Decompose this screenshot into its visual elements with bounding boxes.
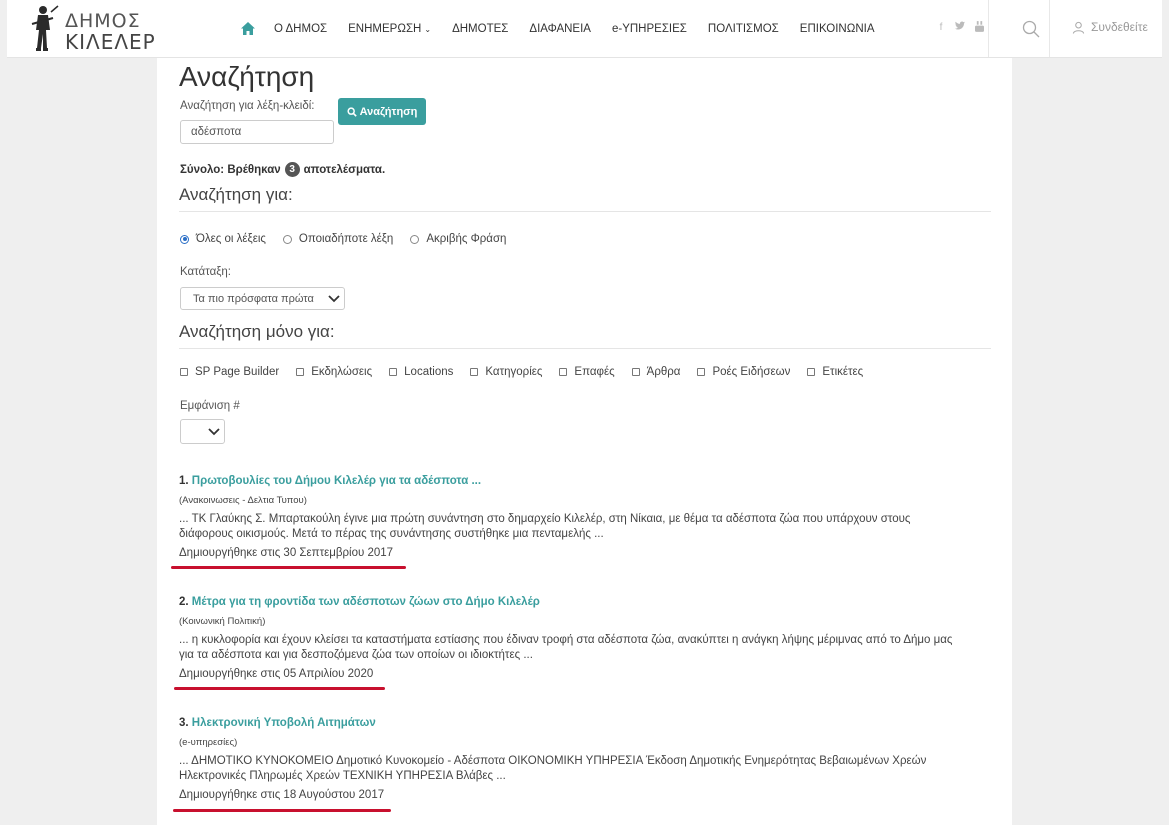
area-newsfeeds[interactable]	[697, 366, 790, 378]
area-events[interactable]	[296, 366, 372, 378]
result-number: 3.	[179, 717, 189, 729]
result-category: (e-υπηρεσίες)	[179, 737, 238, 748]
area-sp-page-builder[interactable]	[180, 366, 279, 378]
results-total	[180, 162, 385, 177]
area-articles[interactable]	[632, 366, 681, 378]
radio-exact-phrase[interactable]	[410, 233, 506, 245]
nav-item-enimerosi[interactable]	[348, 23, 431, 35]
search-button[interactable]	[338, 98, 426, 125]
ordering-select[interactable]	[180, 287, 345, 310]
area-categories[interactable]	[470, 366, 542, 378]
checkbox[interactable]	[559, 368, 567, 376]
red-underline-annotation	[173, 809, 391, 812]
snippet-line: ... η κυκλοφορία και έχουν κλείσει τα καταστήματα εστίασης που έδιναν τροφή στα αδέσποτα ζώα, ανακύπτει η ανάγκη λήψης μέριμνας από το Δήμο μας	[179, 634, 953, 646]
result-snippet	[179, 633, 999, 663]
result-number: 1.	[179, 475, 189, 487]
checkbox-label: Κατηγορίες	[485, 366, 543, 378]
radio-button[interactable]	[283, 235, 292, 244]
search-result	[179, 475, 999, 561]
checkbox[interactable]	[470, 368, 478, 376]
login-label: Συνδεθείτε	[1091, 20, 1148, 34]
nav-item-politismos[interactable]: ΠΟΛΙΤΙΣΜΟΣ	[707, 22, 779, 35]
main-content	[157, 58, 1012, 825]
area-contacts[interactable]	[559, 366, 614, 378]
nav-item-dimotes[interactable]: ΔΗΜΟΤΕΣ	[452, 22, 509, 35]
nav-item-e-ypiresies[interactable]: e-ΥΠΗΡΕΣΙΕΣ	[611, 22, 687, 35]
twitter-icon[interactable]	[955, 21, 965, 34]
radio-button[interactable]	[180, 235, 189, 244]
header-divider	[988, 0, 989, 57]
search-result	[179, 596, 999, 682]
search-result	[179, 717, 999, 803]
display-limit-select[interactable]	[180, 419, 225, 444]
result-category: (Ανακοινωσεις - Δελτια Τυπου)	[179, 495, 307, 506]
main-nav	[240, 0, 896, 57]
search-for-heading: Αναζήτηση για:	[179, 185, 293, 204]
display-limit-label: Εμφάνιση #	[180, 400, 240, 412]
checkbox-label: SP Page Builder	[195, 366, 280, 378]
result-link[interactable]: Ηλεκτρονική Υποβολή Αιτημάτων	[191, 717, 376, 729]
search-icon[interactable]	[1022, 20, 1040, 38]
checkbox[interactable]	[180, 368, 188, 376]
divider	[179, 348, 991, 349]
nav-item-diafaneia[interactable]: ΔΙΑΦΑΝΕΙΑ	[529, 22, 591, 35]
checkbox-label: Locations	[404, 366, 454, 378]
snippet-line: Ηλεκτρονικές Πληρωμές Χρεών ΤΕΧΝΙΚΗ ΥΠΗΡΕΣΙΑ Βλάβες ...	[179, 770, 506, 782]
site-logo[interactable]	[29, 4, 169, 54]
checkbox-label: Άρθρα	[646, 366, 681, 378]
keyword-label: Αναζήτηση για λέξη-κλειδί:	[180, 100, 315, 112]
snippet-line: ... ΤΚ Γλαύκης Σ. Μπαρτακούλη έγινε μια πρώτη συνάντηση στο δημαρχείο Κιλελέρ, στη Νίκαια, με θέμα τα αδέσποτα ζώα που υπάρχουν στους	[179, 513, 911, 525]
checkbox[interactable]	[389, 368, 397, 376]
red-underline-annotation	[171, 566, 406, 569]
facebook-icon[interactable]: f	[939, 22, 943, 33]
ordering-value: Τα πιο πρόσφατα πρώτα	[193, 292, 314, 305]
checkbox-label: Εκδηλώσεις	[311, 366, 373, 378]
login-button[interactable]	[1072, 20, 1148, 34]
result-link[interactable]: Πρωτοβουλίες του Δήμου Κιλελέρ για τα αδέσποτα ...	[191, 475, 482, 487]
red-underline-annotation	[174, 687, 385, 690]
search-icon	[347, 107, 357, 117]
area-locations[interactable]	[389, 366, 453, 378]
search-only-heading: Αναζήτηση μόνο για:	[179, 322, 335, 341]
chevron-down-icon	[204, 428, 224, 436]
social-links	[936, 21, 984, 34]
radio-label: Όλες οι λέξεις	[196, 233, 266, 245]
search-mode-radios	[180, 233, 523, 245]
radio-any-word[interactable]	[283, 233, 393, 245]
radio-button[interactable]	[410, 235, 419, 244]
ordering-label: Κατάταξη:	[180, 266, 231, 278]
area-tags[interactable]	[807, 366, 863, 378]
nav-item-epikoinonia[interactable]: ΕΠΙΚΟΙΝΩΝΙΑ	[799, 22, 875, 35]
total-suffix: αποτελέσματα.	[303, 163, 386, 176]
checkbox[interactable]	[697, 368, 705, 376]
checkbox-label: Επαφές	[574, 366, 615, 378]
search-areas	[180, 366, 880, 378]
radio-label: Ακριβής Φράση	[426, 233, 507, 245]
soldier-figure-icon	[29, 4, 59, 54]
checkbox-label: Ετικέτες	[822, 366, 864, 378]
checkbox[interactable]	[807, 368, 815, 376]
result-title-row	[179, 475, 999, 487]
site-header	[7, 0, 1162, 58]
checkbox[interactable]	[296, 368, 304, 376]
checkbox-label: Ροές Ειδήσεων	[712, 366, 791, 378]
radio-all-words[interactable]	[180, 233, 266, 245]
result-category: (Κοινωνική Πολιτική)	[179, 616, 266, 627]
result-link[interactable]: Μέτρα για τη φροντίδα των αδέσποτων ζώων στο Δήμο Κιλελέρ	[191, 596, 540, 608]
logo-text-line2: ΚΙΛΕΛΕΡ	[65, 30, 156, 54]
nav-item-label: ΕΝΗΜΕΡΩΣΗ	[348, 22, 422, 35]
checkbox[interactable]	[632, 368, 640, 376]
radio-label: Οποιαδήποτε λέξη	[298, 233, 394, 245]
chevron-down-icon	[324, 295, 344, 303]
result-number: 2.	[179, 596, 189, 608]
divider	[179, 211, 991, 212]
chevron-down-icon: ⌄	[424, 24, 432, 34]
result-title-row	[179, 717, 999, 729]
snippet-line: διάφορους οικισμούς. Μετά το πέρας της συνάντησης συστήθηκε μια πενταμελής ...	[179, 528, 604, 540]
youtube-icon[interactable]	[974, 21, 984, 34]
result-title-row	[179, 596, 999, 608]
nav-item-dimos[interactable]: Ο ΔΗΜΟΣ	[274, 22, 328, 35]
search-input[interactable]	[180, 120, 334, 144]
snippet-line: ... ΔΗΜΟΤΙΚΟ ΚΥΝΟΚΟΜΕΙΟ Δημοτικό Κυνοκομείο - Αδέσποτα ΟΙΚΟΝΟΜΙΚΗ ΥΠΗΡΕΣΙΑ Έκδοση Δημοτικής Ενημερότητας Βεβαιωμένων Χρεών	[179, 755, 927, 767]
result-date: Δημιουργήθηκε στις 30 Σεπτεμβρίου 2017	[179, 547, 394, 559]
result-snippet	[179, 512, 999, 542]
home-icon[interactable]	[240, 21, 256, 37]
results-count-badge: 3	[285, 162, 300, 177]
result-snippet	[179, 754, 999, 784]
header-divider	[1049, 0, 1050, 57]
logo-text-line1: ΔΗΜΟΣ	[65, 10, 141, 32]
result-date: Δημιουργήθηκε στις 05 Απριλίου 2020	[179, 668, 374, 680]
total-prefix: Σύνολο: Βρέθηκαν	[180, 163, 281, 176]
page-title: Αναζήτηση	[179, 61, 315, 92]
search-button-label: Αναζήτηση	[359, 105, 418, 118]
snippet-line: για τα αδέσποτα και για δεσποζόμενα ζώα των οποίων οι ιδιοκτήτες ...	[179, 649, 533, 661]
user-icon	[1072, 21, 1085, 34]
result-date: Δημιουργήθηκε στις 18 Αυγούστου 2017	[179, 789, 385, 801]
